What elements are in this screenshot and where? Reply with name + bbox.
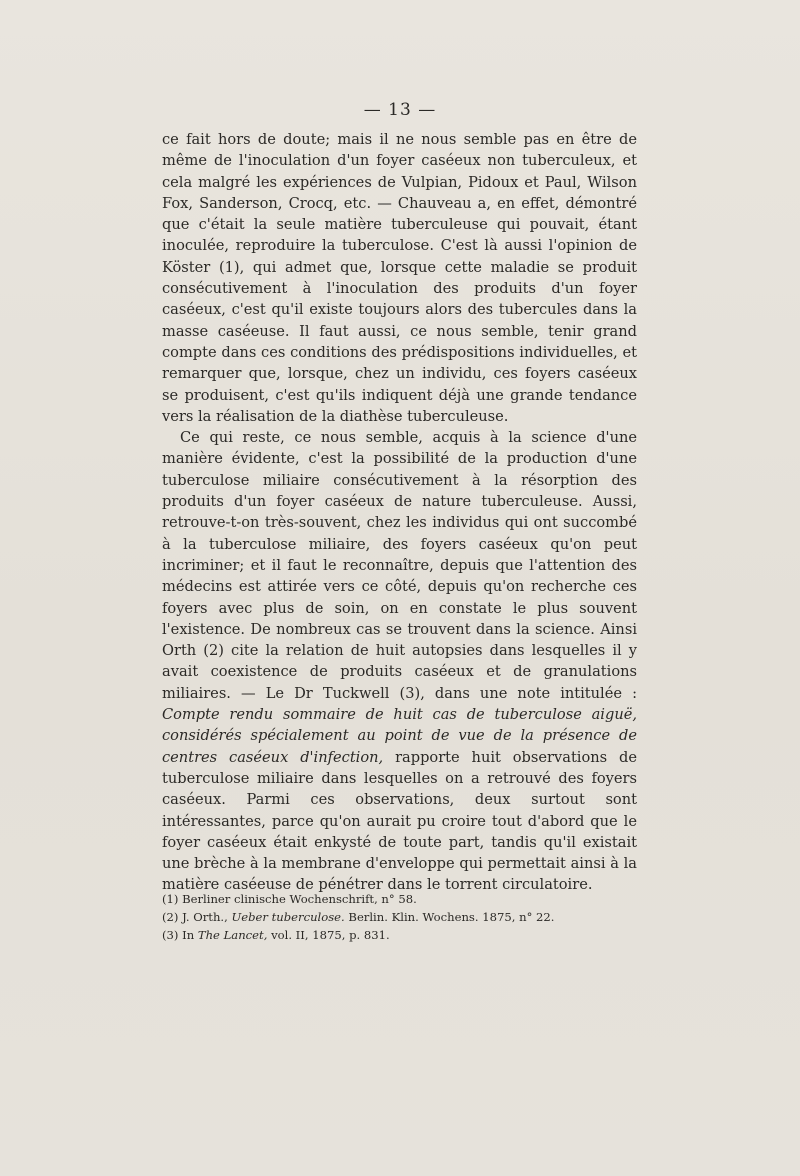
paragraph-2 bbox=[162, 427, 637, 896]
footnote-text: Berlin. Klin. Wochens. 1875, n° 22. bbox=[348, 910, 555, 924]
footnote-italic-title: Ueber tuberculose. bbox=[231, 910, 345, 924]
body-text bbox=[162, 129, 637, 896]
footnote-3 bbox=[162, 926, 637, 944]
footnotes bbox=[162, 890, 637, 944]
paragraph-2-report-title: Compte rendu sommaire de huit cas de tuberculose aiguë, considérés spécialement au point de vue de la présence de centres caséeux d'infection, bbox=[162, 706, 637, 766]
footnote-text: In bbox=[182, 928, 195, 942]
paragraph-2-end: rapporte huit observations de tuberculose miliaire dans lesquelles on a retrouvé des foyers caséeux. Parmi ces observations, deux surtout sont intéressantes, parce qu'on aurait pu croire tout d'abord que le foyer caséeux était enkysté de toute part, tandis qu'il existait une brèche à la membrane d'enveloppe qui permettait ainsi à la matière caséeuse de pénétrer dans le torrent circulatoire. bbox=[162, 748, 637, 894]
footnote-text: J. Orth., bbox=[182, 910, 228, 924]
footnote-text: vol. II, 1875, p. 831. bbox=[271, 928, 390, 942]
footnote-1 bbox=[162, 890, 637, 908]
page-number: — 13 — bbox=[363, 100, 437, 120]
footnote-italic-title: The Lancet, bbox=[197, 928, 268, 942]
paragraph-1: ce fait hors de doute; mais il ne nous semble pas en être de même de l'inoculation d'un foyer caséeux non tuberculeux, et cela malgré les expériences de Vulpian, Pidoux et Paul, Wilson Fox, Sanderson, Crocq, etc. — Chauveau a, en effet, démontré que c'était la seule matière tuberculeuse qui pouvait, étant inoculée, reproduire la tuberculose. C'est là aussi l'opinion de Köster (1), qui admet que, lorsque cette maladie se produit consécutivement à l'inoculation des produits d'un foyer caséeux, c'est qu'il existe toujours alors des tubercules dans la masse caséeuse. Il faut aussi, ce nous semble, tenir grand compte dans ces conditions des prédispositions individuelles, et remarquer que, lorsque, chez un individu, ces foyers caséeux se produisent, c'est qu'ils indiquent déjà une grande tendance vers la réalisation de la diathèse tuberculeuse. bbox=[162, 131, 637, 425]
footnote-2 bbox=[162, 908, 637, 926]
footnote-marker: (1) bbox=[162, 892, 179, 906]
footnote-text: Berliner clinische Wochenschrift, n° 58. bbox=[182, 892, 417, 906]
footnote-marker: (2) bbox=[162, 910, 179, 924]
paragraph-2-start: Ce qui reste, ce nous semble, acquis à la science d'une manière évidente, c'est la possibilité de la production d'une tuberculose miliaire consécutivement à la résorption des produits d'un foyer caséeux de nature tuberculeuse. Aussi, retrouve-t-on très-souvent, chez les individus qui ont succombé à la tuberculose miliaire, des foyers caséeux qu'on peut incriminer; et il faut le reconnaître, depuis que l'attention des médecins est attirée vers ce côté, depuis qu'on recherche ces foyers avec plus de soin, on en constate le plus souvent l'existence. De nombreux cas se trouvent dans la science. Ainsi Orth (2) cite la relation de huit autopsies dans lesquelles il y avait coexistence de produits caséeux et de granulations miliaires. — Le Dr Tuckwell (3), dans une note intitulée : bbox=[162, 429, 637, 702]
footnote-marker: (3) bbox=[162, 928, 179, 942]
